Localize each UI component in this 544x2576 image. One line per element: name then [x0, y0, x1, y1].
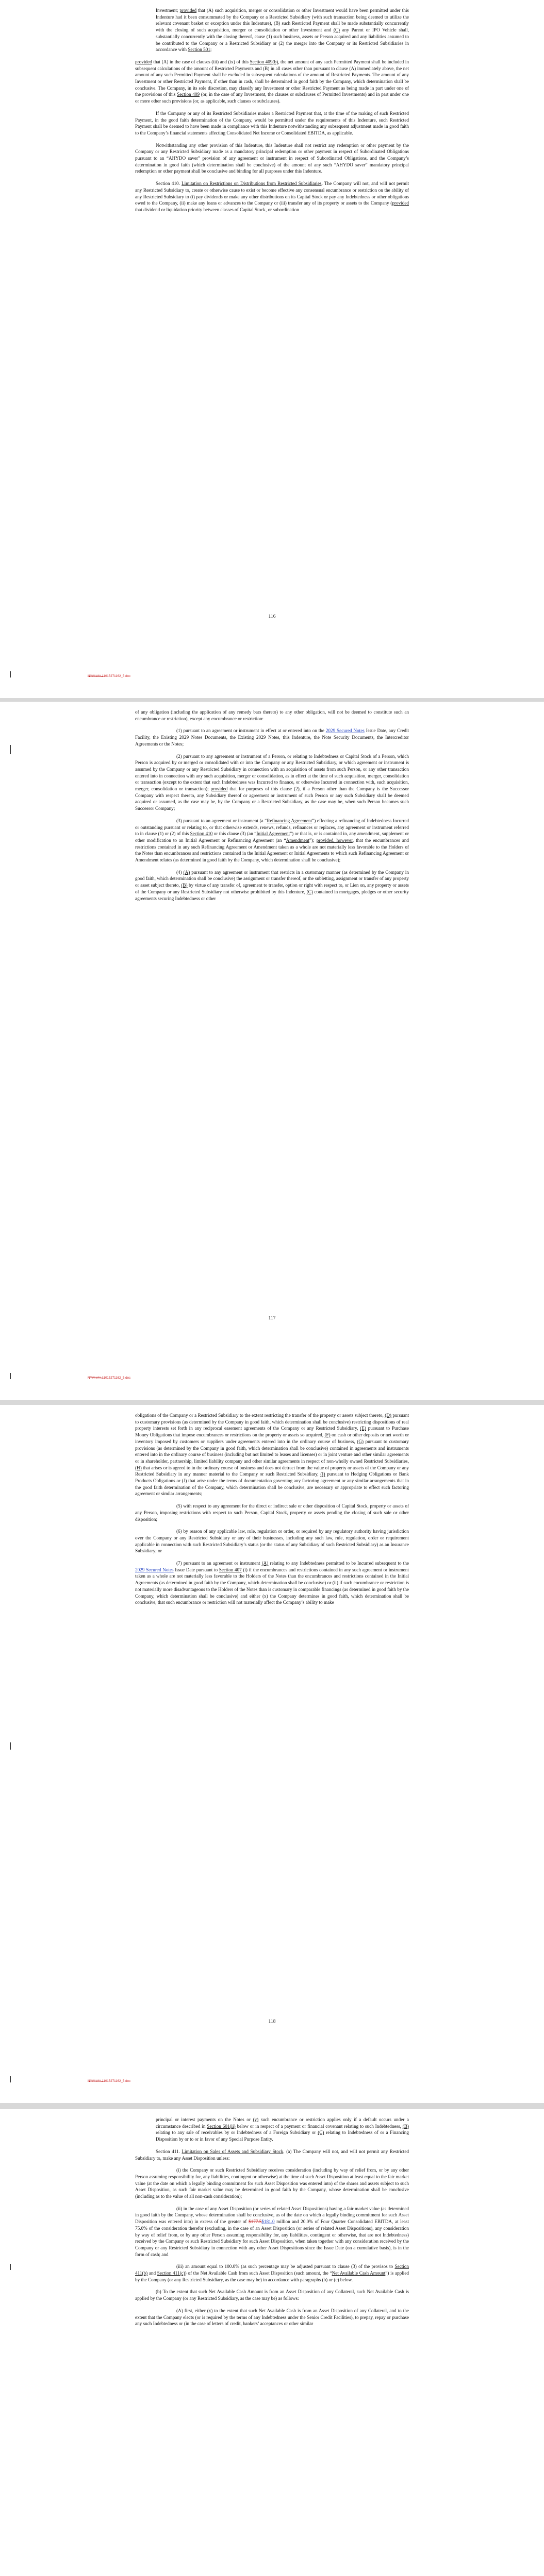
- text-run: If the Company or any of its Restricted Subsidiaries makes a Restricted Payment that, at the time of the making of such Restricted Payment, in the good faith determination of the Company, would be permitted under the requirements of this Indenture, such Restricted Payment shall be deemed to have been made in compliance with this Indenture notwithstanding any subsequent adjustment made in good faith to the Company’s financial statements affecting Consolidated Net Income or Consolidated EBITDA, as applicable.: [135, 110, 409, 135]
- change-bar: [10, 2264, 11, 2270]
- change-bar: [10, 1742, 11, 1750]
- footer-inserted-id: 1015271162_5.doc: [103, 674, 131, 678]
- text-run: Section 410.: [156, 181, 182, 187]
- text-run: pursuant to Hedging Obligations or Bank Products Obligations or: [135, 1471, 409, 1484]
- text-run: (C): [333, 27, 340, 33]
- text-run: (5) with respect to any agreement for the direct or indirect sale or other disposition of Capital Stock, property or assets of any Person, imposing restrictions with respect to such Person, Capital Stock, property or assets pending the closing of such sale or other disposition;: [135, 1503, 409, 1522]
- text-run: pursuant to customary provisions (as determined by the Company in good faith, which determination shall be conclusive) contained in agreements and instruments entered into in the ordinary course of business (including but not limited to leases and licenses) or in joint venture and other similar agreements or in shareholder, partnership, limited liability company and other similar agreements in respect of non-wholly owned Restricted Subsidiaries,: [135, 1438, 409, 1464]
- text-run: provided: [210, 786, 228, 792]
- text-run: Section 411(c): [157, 2270, 185, 2276]
- text-run: ) of the Net Available Cash from such Asset Disposition (such amount, the “: [185, 2270, 332, 2276]
- page-number: 118: [268, 2019, 276, 2024]
- text-run: Net Available Cash Amount: [332, 2270, 386, 2276]
- document-page: [0, 2109, 544, 2576]
- text-run: pursuant to customary provisions (as determined by the Company in good faith, which determination shall be conclusive) restricting dispositions of real property interests set forth in any reciprocal easement agreements of the Company or any Restricted Subsidiary,: [135, 1413, 409, 1431]
- text-run: (7) pursuant to an agreement or instrument: [176, 1561, 262, 1566]
- text-run: by virtue of any transfer of, agreement to transfer, option or right with respect to, or Lien on, any property or assets of the Company or any Restricted Subsidiary not otherwise prohibited by this Indenture,: [135, 883, 409, 894]
- text-run: ”) or that is, or is contained in, any amendment, supplement or other modification to an Initial Agreement or Refinancing Agreement (an “: [135, 831, 409, 843]
- text-run: (or, in the case of any Investment, the clauses or subclauses of Permitted Investments) and in part under one or more other such provisions (or, as applicable, such clauses or subclauses).: [135, 92, 409, 104]
- inserted-text: 2029 Secured Notes: [135, 1567, 174, 1572]
- change-bar: [10, 671, 11, 677]
- text-run: obligations of the Company or a Restricted Subsidiary to the extent restricting the transfer of the property or assets subject thereto,: [135, 1413, 385, 1418]
- text-run: (ii) in the case of any Asset Disposition (or series of related Asset Dispositions) having a fair market value (as determined in good faith by the Company, whose determination shall be conclusive, as of the date on which a legally binding commitment for such Asset Disposition was entered into) in excess of the greater of: [135, 2206, 409, 2225]
- paragraph: [135, 180, 409, 213]
- text-run: (C): [306, 889, 313, 894]
- paragraph: [135, 142, 409, 175]
- paragraph: [135, 7, 409, 53]
- page-body: [135, 7, 409, 219]
- page-number: 116: [268, 614, 276, 619]
- footer-inserted-id: 1015271162_5.doc: [103, 1376, 131, 1380]
- text-run: that (A) such acquisition, merger or consolidation or other Investment would have been permitted under this Indenture had it been consummated by the Company or a Restricted Subsidiary (with such transaction being deemed to utilize the relevant covenant basket or exception under this Indenture), (B) such Restricted Payment shall be made substantially concurrently with the closing of such acquisition, merger or consolidation or other Investment and: [156, 8, 409, 33]
- text-run: Section 407: [219, 1567, 242, 1572]
- text-run: Section 601(ii): [207, 2123, 236, 2129]
- text-run: Section 501: [188, 47, 210, 53]
- document-page: [0, 702, 544, 1400]
- paragraph: [135, 1560, 409, 1606]
- text-run: that (A) in the case of clauses (iii) and (ix) of this: [152, 59, 250, 64]
- inserted-text: 2029 Secured Notes: [325, 728, 365, 734]
- text-run: provided: [135, 59, 152, 64]
- paragraph: [135, 1412, 409, 1497]
- paragraph: [135, 110, 409, 137]
- text-run: provided: [392, 200, 409, 206]
- paragraph: [135, 1528, 409, 1554]
- text-run: (4): [176, 869, 184, 875]
- text-run: (1) pursuant to an agreement or instrument in effect at or entered into on the: [176, 728, 326, 734]
- text-run: , that the encumbrances and restrictions contained in any such Refinancing Agreement or Amendment taken as a whole are not materially less favorable to the Holders of the Notes than encumbrances and restrictions contained in the Initial Agreement or Initial Agreements to which such Refinancing Agreement or Amendment relates (as determined in good faith by the Company, which determination shall be conclusive);: [135, 837, 409, 863]
- text-run: (2) pursuant to any agreement or instrument of a Person, or relating to Indebtedness or Capital Stock of a Person, which Person is acquired by or merged or consolidated with or into the Company or any Restricted Subsidiary, or which agreement or instrument is assumed by the Company or any Restricted Subsidiary in connection with an acquisition of assets from such Person, or any other transaction entered into in connection with any such acquisition, merger or consolidation, as in effect at the time of such acquisition, merger, consolidation or transaction (except to the extent that such Indebtedness was Incurred to finance, or otherwise Incurred in connection with, such acquisition, merger, consolidation or transaction);: [135, 753, 409, 792]
- text-run: (F): [324, 1432, 331, 1438]
- text-run: relating to any sale of receivables by or Indebtedness of a Foreign Subsidiary or: [156, 2130, 318, 2136]
- text-run: such encumbrance or restriction applies only if a default occurs under a circumstance described in: [156, 2117, 409, 2129]
- document-id-footer: [88, 674, 130, 678]
- page-body: [135, 709, 409, 907]
- paragraph: [135, 59, 409, 105]
- text-run: (i) the Company or such Restricted Subsidiary receives consideration (including by way of relief from, or by any other Person assuming responsibility for, any liabilities, contingent or otherwise) at the time of such Asset Disposition at least equal to the fair market value (at the date on which a legally binding commitment for such Asset Disposition was entered into) of the shares and assets subject to such Asset Disposition, as such fair market value may be determined in good faith by the Company, whose determination shall be conclusive (including as to the value of all non-cash consideration);: [135, 2167, 409, 2199]
- text-run: Section 410: [190, 831, 213, 837]
- text-run: below or in respect of a payment or financial covenant relating to such Indebtedness,: [235, 2123, 403, 2129]
- text-run: , the net amount of any such Permitted Payment shall be included in subsequent calculations of the amount of Restricted Payments and (B) in all cases other than pursuant to clause (A) immediately above, the net amount of any such Permitted Payment shall be excluded in subsequent calculations of the amount of Restricted Payments. The amount of any Investment or other Restricted Payment, if other than in cash, shall be determined in good faith by the Company, which determination shall be conclusive. The Company, in its sole discretion, may classify any Investment or other Restricted Payment as being made in part under one of the provisions of this: [135, 59, 409, 97]
- text-run: ”) is applied by the Company (or any Restricted Subsidiary, as the case may be) in accordance with paragraphs (b) or (c) below.: [135, 2270, 409, 2282]
- text-run: (6) by reason of any applicable law, rule, regulation or order, or required by any regulatory authority having jurisdiction over the Company or any Restricted Subsidiary or any of their businesses, including any such law, rule, regulation, order or requirement applicable in connection with such Restricted Subsidiary’s status (or the status of any Subsidiary of such Restricted Subsidiary) as an Insurance Subsidiary; or: [135, 1529, 409, 1554]
- text-run: Refinancing Agreement: [267, 818, 312, 823]
- text-run: (H): [135, 1465, 142, 1470]
- paragraph: [135, 1503, 409, 1522]
- text-run: that arise under the terms of documentation governing any factoring agreement or any similar arrangements that in the good faith determination of the Company, which determination shall be conclusive, are necessary or appropriate to effect such factoring agreement or similar arrangements;: [135, 1478, 409, 1497]
- document-page: [0, 1405, 544, 2103]
- footer-deleted-id: NY#####.1: [88, 674, 104, 678]
- paragraph: [135, 2116, 409, 2143]
- text-run: ;: [210, 47, 212, 53]
- text-run: pursuant to Purchase Money Obligations that impose encumbrances or restrictions on the property or assets so acquired,: [135, 1426, 409, 1438]
- text-run: relating to any Indebtedness permitted to be Incurred subsequent to the: [268, 1561, 409, 1566]
- change-bar: [10, 1373, 11, 1379]
- text-run: of any obligation (including the application of any remedy bars thereto) to any other obligation, will not be deemed to constitute such an encumbrance or restriction), except any encumbrance or restriction:: [135, 709, 409, 721]
- text-run: Section 411(b): [135, 2264, 409, 2276]
- text-run: (E): [360, 1426, 366, 1431]
- text-run: and: [147, 2270, 157, 2276]
- paragraph: [135, 2167, 409, 2200]
- text-run: (b) To the extent that such Net Available Cash Amount is from an Asset Disposition of any Collateral, such Net Available Cash is applied by the Company (or any Restricted Subsidiary, as the case may be) as follows:: [135, 2289, 409, 2301]
- footer-deleted-id: NY#####.1: [88, 1376, 104, 1380]
- text-run: or this clause (3) (an “: [212, 831, 257, 837]
- text-run: Amendment: [286, 837, 309, 843]
- text-run: relating to Indebtedness of or a Financing Disposition by or to or in favor of any Special Purpose Entity.: [156, 2130, 409, 2142]
- text-run: that arises or is agreed to in the ordinary course of business and does not detract from the value of property or assets of the Company or any Restricted Subsidiary in any manner material to the Company or such Restricted Subsidiary,: [135, 1465, 409, 1477]
- document-id-footer: [88, 2079, 130, 2083]
- paragraph: [135, 818, 409, 863]
- text-run: . The Company will not, and will not permit any Restricted Subsidiary to, create or otherwise cause to exist or become effective any consensual encumbrance or restriction on the ability of any Restricted Subsidiary to (i) pay dividends or make any other distributions on its Capital Stock or pay any Indebtedness or other obligations owed to the Company, (ii) make any loans or advances to the Company or (iii) transfer any of its property or assets to the Company (: [135, 181, 409, 206]
- footer-deleted-id: NY#####.1: [88, 2079, 104, 2083]
- page-body: [135, 1412, 409, 1612]
- text-run: that dividend or liquidation priority between classes of Capital Stock, or subordination: [135, 207, 299, 212]
- paragraph: [135, 2289, 409, 2301]
- text-run: Investment;: [156, 8, 180, 13]
- text-run: Notwithstanding any other provision of this Indenture, this Indenture shall not restrict any redemption or other payment by the Company or any Restricted Subsidiary made as a mandatory principal redemption or other payment in respect of Subordinated Obligations pursuant to an “AHYDO saver” provision of any agreement or instrument in respect of Subordinated Obligations, and the Company’s determination in good faith (which determination shall be conclusive) of the amount of any such “AHYDO saver” mandatory principal redemption or other payment shall be conclusive and binding for all purposes under this Indenture.: [135, 142, 409, 174]
- text-run: (I): [320, 1471, 325, 1477]
- text-run: . (a) The Company will not, and will not permit any Restricted Subsidiary to, make any Asset Disposition unless:: [135, 2148, 409, 2161]
- text-run: pursuant to any agreement or instrument that restricts in a customary manner (as determined by the Company in good faith, which determination shall be conclusive) the assignment or transfer thereof, or the subletting, assignment or transfer of any property or asset subject thereto,: [135, 869, 409, 888]
- footer-inserted-id: 1015271162_5.doc: [103, 2079, 131, 2083]
- text-run: Limitation on Restrictions on Distributions from Restricted Subsidiaries: [182, 181, 322, 187]
- change-bar: [10, 745, 11, 754]
- text-run: (A): [183, 869, 190, 875]
- change-bar: [10, 2076, 11, 2082]
- text-run: Issue Date pursuant to: [173, 1567, 219, 1572]
- text-run: Issue Date, any Credit Facility, the Existing 2029 Notes Documents, the Existing 2029 Notes, this Indenture, the Note Security Documents, the Intercreditor Agreements or the Notes;: [135, 728, 409, 747]
- paragraph: [135, 869, 409, 902]
- text-run: (B): [402, 2123, 409, 2129]
- text-run: (A): [261, 1561, 269, 1566]
- paragraph: [135, 2148, 409, 2161]
- text-run: provided, however: [316, 837, 353, 843]
- inserted-text: $181.0: [261, 2219, 275, 2225]
- text-run: (D): [385, 1413, 391, 1418]
- paragraph: [135, 2206, 409, 2258]
- text-run: Section 409: [177, 92, 200, 97]
- text-run: provided: [179, 8, 197, 13]
- paragraph: [135, 2308, 409, 2327]
- text-run: (3) pursuant to an agreement or instrument (a “: [176, 818, 267, 823]
- text-run: any Parent or IPO Vehicle shall, substantially concurrently with the closing thereof, cause (1) such business, assets or Person acquired and any liabilities assumed to be contributed to the Company or a Restricted Subsidiary or (2) the merger into the Company or its Restricted Subsidiaries in accordance with: [156, 27, 409, 53]
- text-run: principal or interest payments on the Notes or: [156, 2117, 253, 2122]
- document-page: [0, 0, 544, 698]
- text-run: (J): [182, 1478, 187, 1484]
- text-run: Initial Agreement: [256, 831, 290, 837]
- page-number: 117: [268, 1316, 276, 1321]
- text-run: (x): [207, 2308, 213, 2313]
- page-body: [135, 2116, 409, 2333]
- text-run: that for purposes of this clause (2), if a Person other than the Company is the Successor Company with respect thereto, any Subsidiary thereof or agreement or instrument of such Person or any such Subsidiary shall be deemed acquired or assumed, as the case may be, by the Company or a Restricted Subsidiary, as the case may be, when such Person becomes such Successor Company;: [135, 786, 409, 811]
- text-run: Section 411.: [156, 2148, 182, 2154]
- text-run: (y): [253, 2117, 259, 2122]
- text-run: (C): [318, 2130, 324, 2136]
- paragraph: [135, 727, 409, 747]
- text-run: (G): [357, 1438, 364, 1444]
- text-run: (iii) an amount equal to 100.0% (as such percentage may be adjusted pursuant to clause (3) of the provisos to: [176, 2264, 395, 2269]
- text-run: Limitation on Sales of Assets and Subsidiary Stock: [182, 2148, 284, 2154]
- text-run: to the extent that such Net Available Cash is from an Asset Disposition of any Collateral, and to the extent that the Company elects (or is required by the terms of any Indebtedness under the Senior Credit Facilities), to prepay, repay or purchase any such Indebtedness or (in the case of letters of credit, bankers’ acceptances or other similar: [135, 2308, 409, 2327]
- deleted-text: $177.5: [249, 2219, 262, 2225]
- text-run: (A) first, either: [176, 2308, 207, 2313]
- paragraph: [135, 753, 409, 812]
- text-run: ”);: [309, 837, 317, 843]
- document-id-footer: [88, 1376, 130, 1380]
- paragraph: [135, 709, 409, 722]
- paragraph: [135, 2263, 409, 2283]
- text-run: (i) if the encumbrances and restrictions contained in any such agreement or instrument taken as a whole are not materially less favorable to the Holders of the Notes than the encumbrances and restrictions contained in the Initial Agreements (as determined in good faith by the Company, which determination shall be conclusive) or (ii) if such encumbrance or restriction is not materially more disadvantageous to the Holders of the Notes than is customary in comparable financings (as determined in good faith by the Company, which determination shall be conclusive) and either (x) the Company determines in good faith, which determination shall be conclusive, that such encumbrance or restriction will not materially affect the Company’s ability to make: [135, 1567, 409, 1605]
- text-run: (B): [181, 883, 188, 888]
- text-run: contained in mortgages, pledges or other security agreements securing Indebtedness or other: [135, 889, 409, 901]
- text-run: Section 409(b): [250, 59, 278, 64]
- text-run: ”) effecting a refinancing of Indebtedness Incurred or outstanding pursuant or relating to, or that otherwise extends, renews, refunds, refinances or replaces, any agreement or instrument referred to in clause (1) or (2) of this: [135, 818, 409, 837]
- text-run: million and 20.0% of Four Quarter Consolidated EBITDA, at least 75.0% of the consideration therefor (excluding, in the case of an Asset Disposition (or series of related Asset Dispositions), any consideration by way of relief from, or by any other Person assuming responsibility for, any liabilities, contingent or otherwise, that are not Indebtedness) received by the Company or such Restricted Subsidiary for such Asset Disposition, when taken together with any consideration received by the Company or any Restricted Subsidiary in connection with any other Asset Dispositions since the Issue Date (on a cumulative basis), is in the form of cash; and: [135, 2219, 409, 2257]
- text-run: on cash or other deposits or net worth or inventory imposed by customers or suppliers under agreements entered into in the ordinary course of business,: [135, 1432, 409, 1444]
